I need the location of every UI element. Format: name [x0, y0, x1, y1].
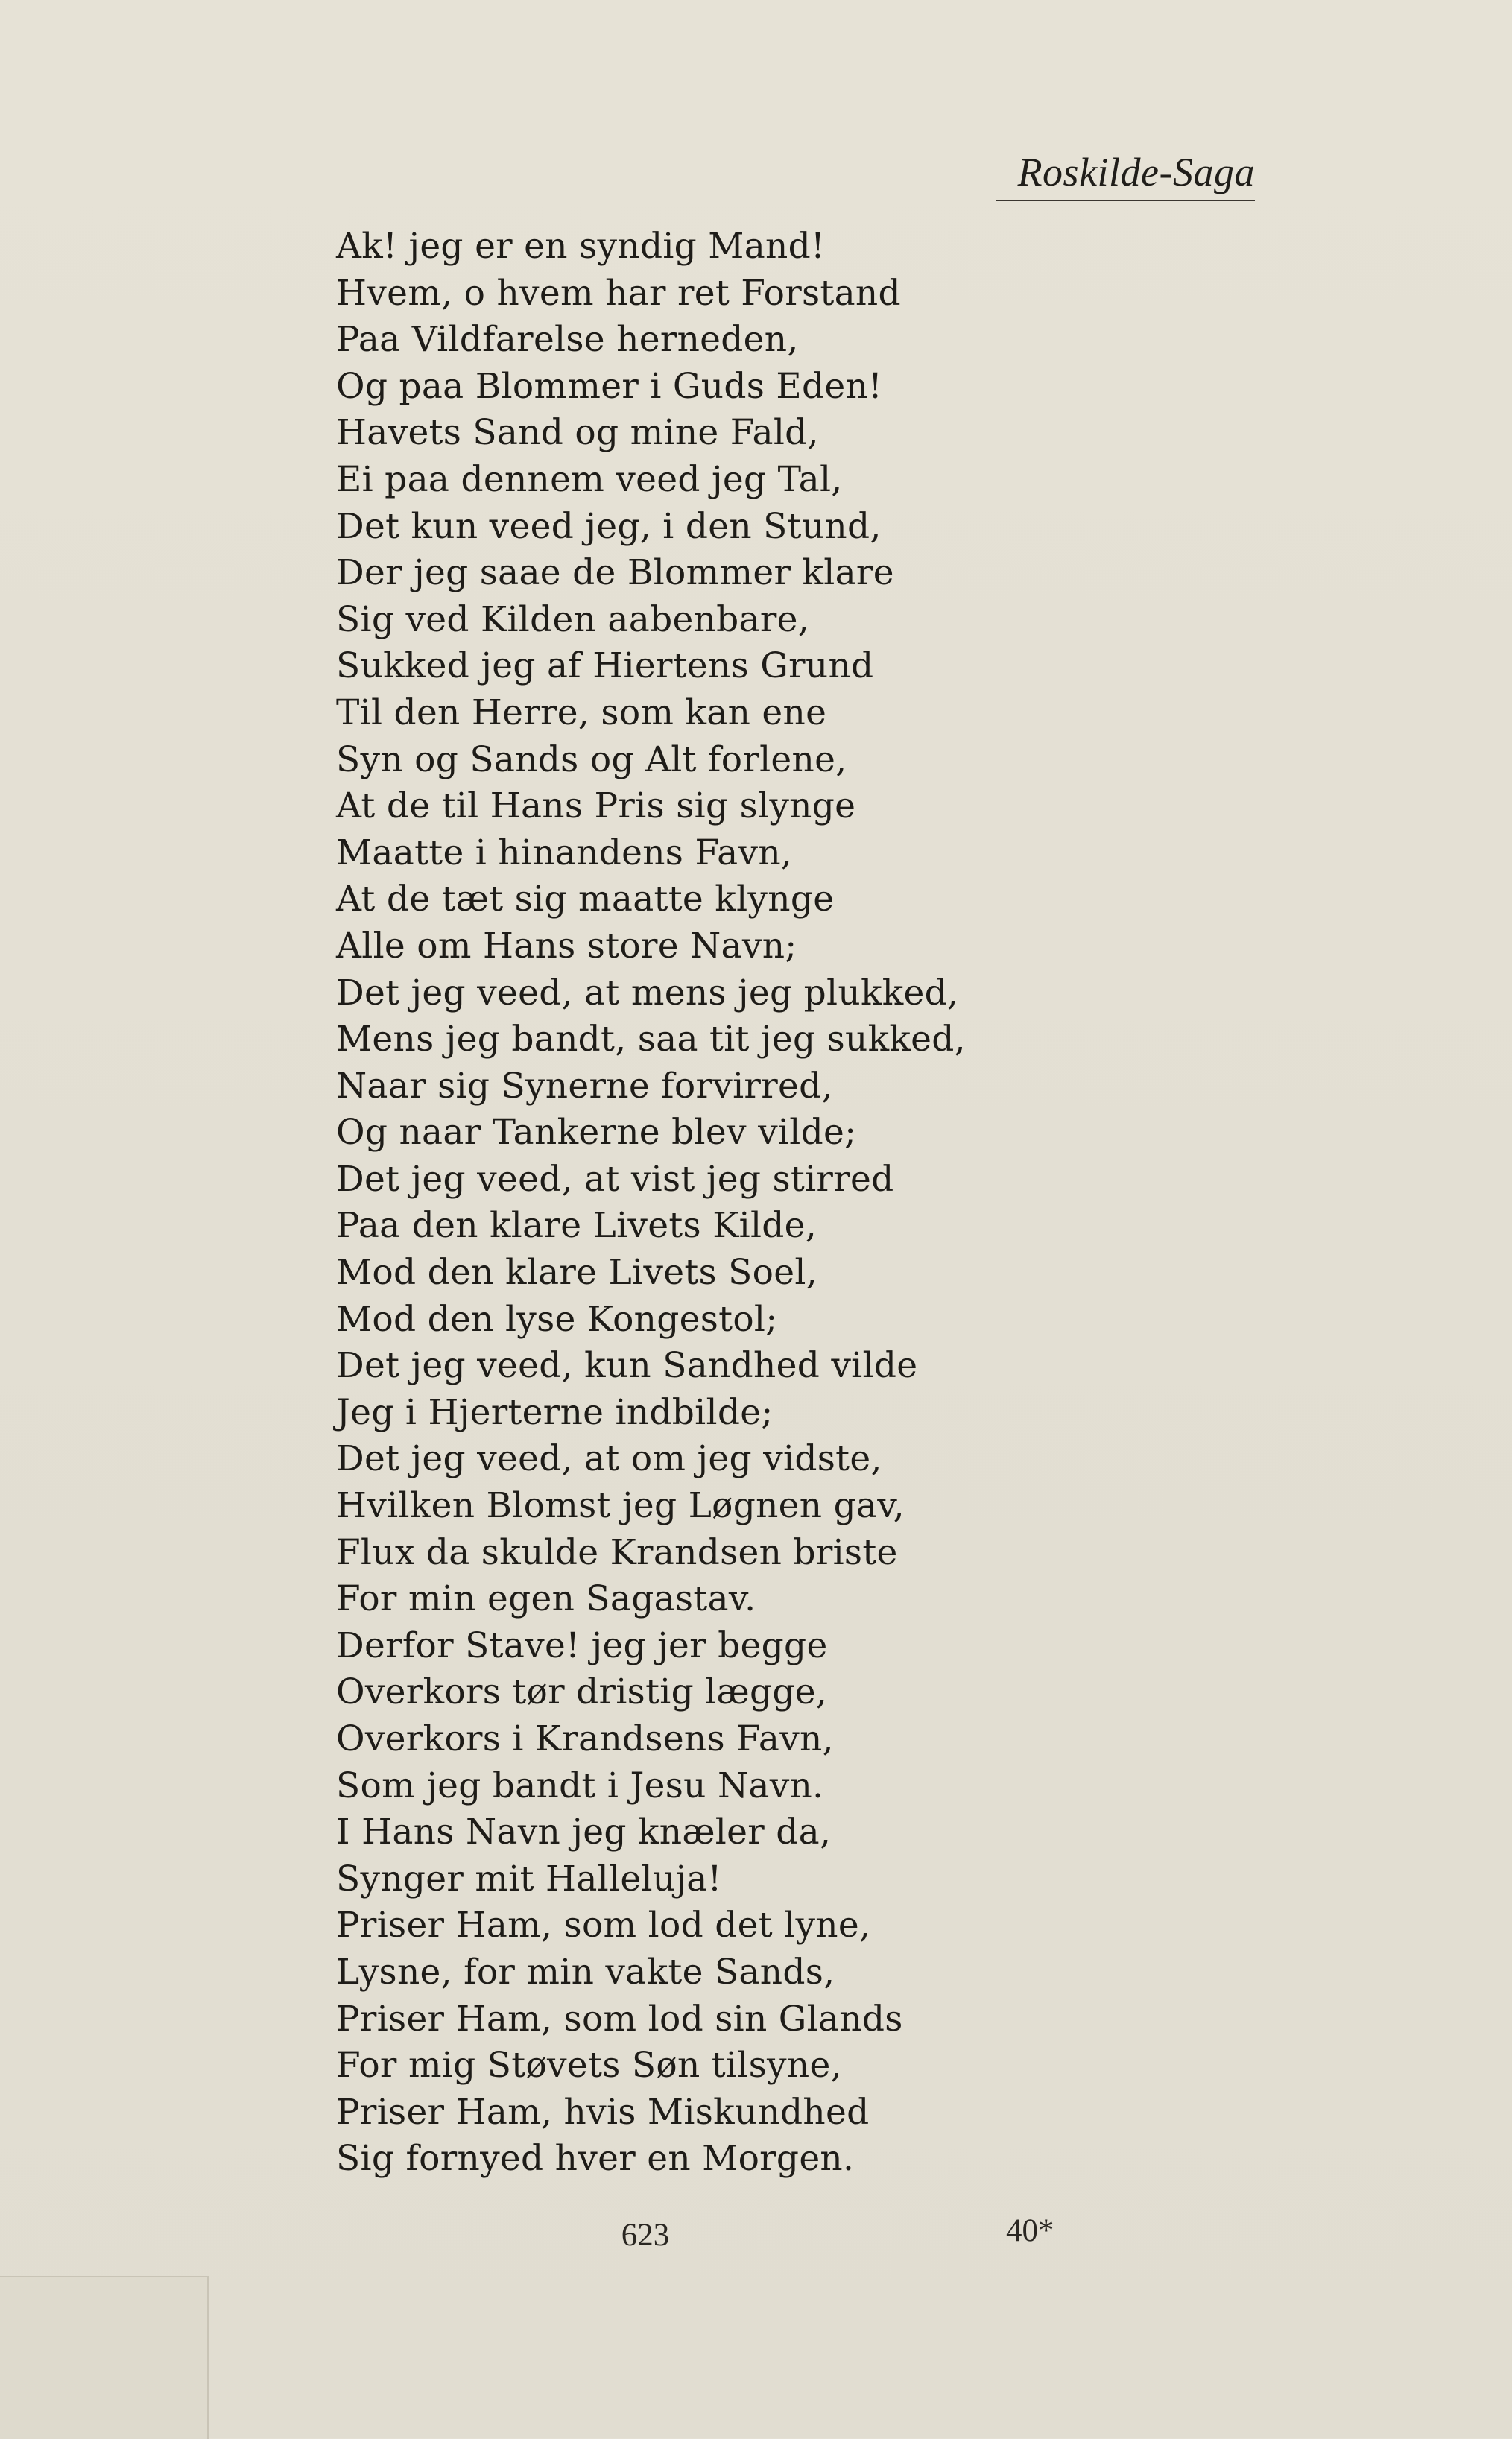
poem-line: Det jeg veed, kun Sandhed vilde: [336, 1345, 918, 1387]
poem-text: [336, 224, 1379, 2183]
poem-line: Mod den lyse Kongestol;: [336, 1298, 778, 1340]
poem-line: Det jeg veed, at mens jeg plukked,: [336, 972, 959, 1013]
header-rule: [996, 200, 1255, 201]
poem-line: Priser Ham, som lod det lyne,: [336, 1905, 871, 1946]
poem-line: Det jeg veed, at vist jeg stirred: [336, 1158, 894, 1200]
poem-line: Og paa Blommer i Guds Eden!: [336, 365, 883, 407]
poem-line: Priser Ham, som lod sin Glands: [336, 1998, 903, 2040]
poem-line: Det jeg veed, at om jeg vidste,: [336, 1438, 882, 1480]
poem-line: At de til Hans Pris sig slynge: [336, 785, 856, 827]
poem-line: Sig fornyed hver en Morgen.: [336, 2138, 855, 2180]
signature-mark: 40*: [1006, 2213, 1054, 2248]
poem-line: Ei paa dennem veed jeg Tal,: [336, 458, 843, 500]
poem-line: Paa Vildfarelse herneden,: [336, 319, 799, 361]
poem-line: For min egen Sagastav.: [336, 1578, 756, 1620]
running-header-title: Roskilde-Saga: [1017, 150, 1255, 194]
poem-line: Alle om Hans store Navn;: [336, 925, 797, 967]
corner-fold: [0, 2276, 209, 2439]
poem-line: Synger mit Halleluja!: [336, 1858, 722, 1899]
poem-line: Som jeg bandt i Jesu Navn.: [336, 1765, 824, 1806]
poem-line: Overkors i Krandsens Favn,: [336, 1718, 834, 1759]
poem-line: Priser Ham, hvis Miskundhed: [336, 2091, 870, 2133]
poem-line: Sukked jeg af Hiertens Grund: [336, 645, 874, 687]
poem-line: Naar sig Synerne forvirred,: [336, 1065, 833, 1107]
page-number: 623: [621, 2218, 670, 2253]
poem-line: For mig Støvets Søn tilsyne,: [336, 2045, 842, 2087]
poem-line: Lysne, for min vakte Sands,: [336, 1951, 835, 1993]
poem-line: Hvilken Blomst jeg Løgnen gav,: [336, 1485, 905, 1527]
poem-line: Havets Sand og mine Fald,: [336, 412, 819, 454]
poem-line: Og naar Tankerne blev vilde;: [336, 1112, 857, 1154]
poem-line: Mens jeg bandt, saa tit jeg sukked,: [336, 1019, 966, 1060]
poem-line: Overkors tør dristig lægge,: [336, 1671, 828, 1713]
poem-line: Hvem, o hvem har ret Forstand: [336, 272, 901, 314]
poem-line: Jeg i Hjerterne indbilde;: [336, 1391, 774, 1433]
poem-line: Maatte i hinandens Favn,: [336, 832, 793, 873]
poem-line: Flux da skulde Krandsen briste: [336, 1531, 898, 1573]
poem-line: Der jeg saae de Blommer klare: [336, 552, 894, 594]
poem-line: Syn og Sands og Alt forlene,: [336, 738, 847, 780]
poem-line: Til den Herre, som kan ene: [336, 692, 827, 733]
poem-line: Ak! jeg er en syndig Mand!: [336, 226, 826, 267]
poem-line: Derfor Stave! jeg jer begge: [336, 1625, 828, 1666]
poem-line: Det kun veed jeg, i den Stund,: [336, 505, 882, 547]
poem-line: Sig ved Kilden aabenbare,: [336, 598, 809, 640]
poem-line: I Hans Navn jeg knæler da,: [336, 1812, 832, 1853]
poem-line: Mod den klare Livets Soel,: [336, 1252, 817, 1294]
poem-line: Paa den klare Livets Kilde,: [336, 1205, 817, 1247]
poem-line: At de tæt sig maatte klynge: [336, 879, 835, 920]
